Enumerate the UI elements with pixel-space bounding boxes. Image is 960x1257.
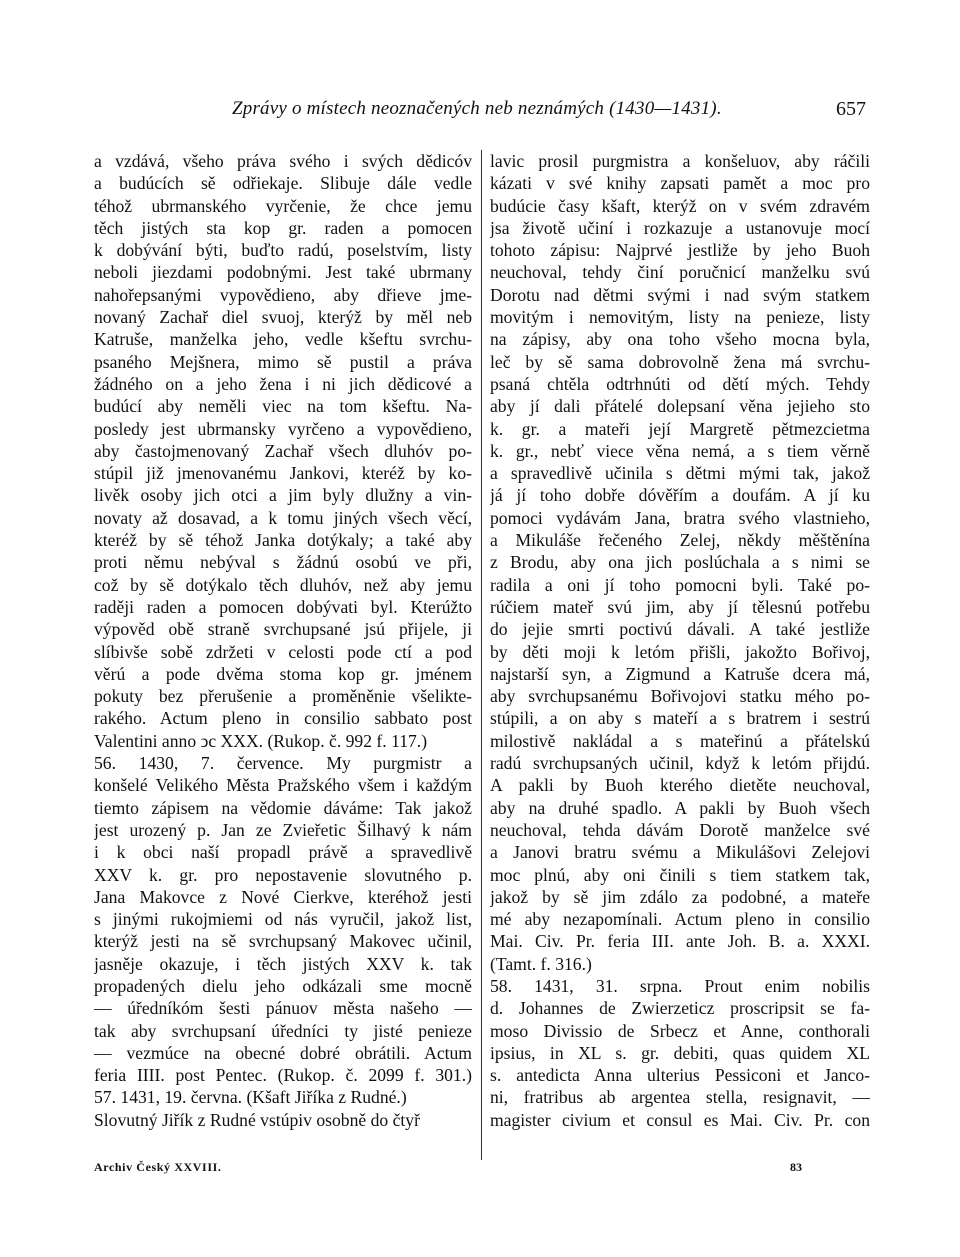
text-line: movitým i nemovitým, listy na penieze, listy [490, 307, 870, 328]
text-line: neuchoval, tehda dávám Dorotě manželce své [490, 819, 870, 840]
text-line: by děti moji k letóm přišli, jakožto Bořivoj, [490, 641, 870, 662]
text-line: (Tamt. f. 316.) [490, 953, 592, 974]
text-line: já jí toho dobře dóvěřím a doufám. A jí ku [490, 485, 870, 506]
text-line: Jana Makovce z Nové Cierkve, kteréhož jesti [94, 886, 472, 907]
text-line: věrú a pode dvěma stoma kop gr. jménem [94, 663, 472, 684]
text-line: k. gr., nebť viece věna nemá, a s tiem věrně [490, 440, 870, 461]
text-line: stúpili, a on aby s mateří a s bratrem i sestrú [490, 708, 870, 729]
text-line: žádného on a jeho žena i ni jich dědicové a [94, 373, 472, 394]
text-line: propadených dielu jeho odkázali sme mocně [94, 975, 472, 996]
text-line: slíbivše sobě zdržeti v celosti pode ctí a pod [94, 641, 472, 662]
left-text-column [94, 150, 472, 1131]
text-line: mé aby nezapomínali. Actum pleno in consilio [490, 909, 870, 930]
text-line: konšelé Velikého Města Pražského všem i každým [94, 775, 472, 796]
text-line: jakož by sě jim zdálo za podobné, a mateře [490, 886, 870, 907]
text-line: z Brodu, aby ona jich poslúchala a s nimi se [490, 552, 870, 573]
text-line: magister civium et consul es Mai. Civ. Pr. con [490, 1109, 870, 1130]
text-line: na zápisy, aby ona toho všeho mocna byla, [490, 329, 870, 350]
text-line: ni, fratribus ab argentea stella, resignavit, — [490, 1087, 870, 1108]
text-line: budúcí aby neměli viec na tom kšeftu. Na- [94, 396, 472, 417]
text-line: aby svrchupsanému Bořivojovi statku mého po- [490, 686, 870, 707]
text-line: Valentini anno ↄc XXX. (Rukop. č. 992 f. 117.) [94, 730, 428, 751]
text-line: neuchoval, tehdy činí poručnicí manželku svú [490, 262, 870, 283]
text-line: téhož ubrmanského vyrčenie, že chce jemu [94, 195, 472, 216]
text-line: což by sě dotýkalo těch dluhóv, než aby jemu [94, 574, 472, 595]
text-line: k. gr. a mateři její Margretě pětmezcietma [490, 418, 870, 439]
text-line: s. antedicta Anna ulterius Pessiconi et Janco- [490, 1065, 870, 1086]
text-line: kázati v své knihy zapsati pamět a moc pro [490, 173, 870, 194]
text-line: psaného Mejšnera, mimo sě pustil a práva [94, 351, 472, 372]
text-line: Katruše, manželka jeho, vedle kšeftu svrchu- [94, 329, 472, 350]
footer-sheet-number: 83 [790, 1160, 802, 1174]
text-line: s jinými rukojmiemi od nás vyručil, jakož list, [94, 909, 472, 930]
text-line: stúpil již jmenovanému Jankovi, kteréž by ko- [94, 463, 472, 484]
text-line: ipsius, in XL s. gr. debiti, quas quidem XL [490, 1042, 870, 1063]
text-line: posledy jest ubrmansky vyrčeno a vypovědieno, [94, 418, 472, 439]
text-line: i k obci naší propadl právě a spravedlivě [94, 842, 472, 863]
text-line: Mai. Civ. Pr. feria III. ante Joh. B. a. XXXI. [490, 931, 870, 952]
text-line: aby častojmenovaný Zachař všech dluhóv po- [94, 440, 472, 461]
text-line: aby na druhé spadlo. A pakli by Buoh všech [490, 797, 870, 818]
text-line: neboli jiezdami podobnými. Jest také ubrmany [94, 262, 472, 283]
text-line: kteréž by sě téhož Janka dotýkaly; a také aby [94, 530, 472, 551]
text-line: A pakli by Buoh kterého dietěte neuchoval, [490, 775, 870, 796]
text-line: najstarší syn, a Zigmund a Katruše dcera má, [490, 663, 870, 684]
text-line: XXV k. gr. pro nepostavenie slovutného p. [94, 864, 472, 885]
text-line: milostivě nakládal a s mateřinú a přátelskú [490, 730, 870, 751]
running-header-title: Zprávy o místech neoznačených neb neznámých (1430—1431). [232, 98, 722, 119]
text-line: d. Johannes de Zwierzeticz proscripsit se fa- [490, 998, 870, 1019]
text-line: psaná chtěla odtrhnúti od dětí mých. Tehdy [490, 373, 870, 394]
text-line: pomoci vydávám Jana, bratra svého vlastnieho, [490, 507, 870, 528]
text-line: lavic prosil purgmistra a konšeluov, aby ráčili [490, 151, 870, 171]
text-line: moso Divissio de Srbecz et Anne, conthorali [490, 1020, 870, 1041]
text-line: — úředníkóm šesti pánuov města našeho — [94, 998, 472, 1019]
text-line: tiemto zápisem na vědomie dáváme: Tak jakož [94, 797, 472, 818]
text-line: tak aby svrchupsaní úředníci ty jisté penieze [94, 1020, 472, 1041]
text-line: tohoto zápisu: Najprvé jestliže by jeho Buoh [490, 240, 870, 261]
text-line: moc plnú, aby oni činili s tiem statkem tak, [490, 864, 870, 885]
text-line: jest urozený p. Jan ze Zvieřetic Šilhavý k nám [94, 819, 472, 840]
text-line: 56. 1430, 7. července. My purgmistr a [94, 753, 472, 774]
text-line: Slovutný Jiřík z Rudné vstúpiv osobně do čtyř [94, 1109, 420, 1130]
text-line: radú svrchupsaných učinil, když k letóm přijdú. [490, 753, 870, 774]
running-header [0, 98, 960, 128]
page-number: 657 [836, 98, 866, 120]
text-line: — vezmúce na obecné dobré obrátili. Actum [94, 1042, 472, 1063]
right-text-column [490, 150, 870, 1131]
column-divider [481, 150, 482, 1160]
text-line: jasněje okazuje, i těch jistých XXV k. tak [94, 953, 472, 974]
text-line: novaty až dosavad, a k tomu jiných všech věcí, [94, 507, 472, 528]
text-line: 58. 1431, 31. srpna. Prout enim nobilis [490, 975, 870, 996]
text-line: nahořepsanými vypovědieno, aby dřieve jme- [94, 284, 472, 305]
text-line: leč by sě sama dobrovolně žena má svrchu- [490, 351, 870, 372]
text-line: a Mikuláše řečeného Zelej, někdy měštěnína [490, 530, 870, 551]
text-line: Dorotu nad dětmi svými i nad svým statkem [490, 284, 870, 305]
text-line: proti němu nebýval s žádnú osobú ve při, [94, 552, 472, 573]
text-line: aby jí dali přátelé dolepsaní věna jejieho sto [490, 396, 870, 417]
text-line: rúčiem mateř svú jim, aby jí tělesnú potřebu [490, 596, 870, 617]
text-line: a spravedlivě učinila s dětmi mými tak, jakož [490, 463, 870, 484]
text-line: budúcie časy kšaft, kterýž on v svém zdravém [490, 195, 870, 216]
text-line: pokuty bez přerušenie a proměněnie všelikte- [94, 686, 472, 707]
text-line: radila a oni jí toho pomocni byli. Také po- [490, 574, 870, 595]
text-line: novaný Zachař diel svuoj, kterýž by měl neb [94, 307, 472, 328]
text-line: feria IIII. post Pentec. (Rukop. č. 2099 f. 301.) [94, 1065, 472, 1086]
text-line: do jejie smrti poctivú dávali. A také jestliže [490, 619, 870, 640]
text-line: výpověd obě straně svrchupsané jsú přijele, ji [94, 619, 472, 640]
footer-signature: Archiv Český XXVIII. [94, 1160, 222, 1174]
text-line: a Janovi bratru svému a Mikulášovi Zelejovi [490, 842, 870, 863]
text-line: raději raden a pomocen dobývati byl. Kterúžto [94, 596, 472, 617]
text-line: kterýž jesti na sě svrchupsaný Makovec učinil, [94, 931, 472, 952]
text-line: k dobývání býti, buďto radú, poselstvím, listy [94, 240, 472, 261]
text-line: a vzdává, všeho práva svého i svých dědicóv [94, 151, 472, 171]
text-line: rakého. Actum pleno in consilio sabbato post [94, 708, 472, 729]
text-line: a budúcích sě odřiekaje. Slibuje dále vedle [94, 173, 472, 194]
text-line: jsa životě učiní i rozkazuje a ustanovuje mocí [490, 217, 870, 238]
text-line: 57. 1431, 19. června. (Kšaft Jiříka z Rudné.) [94, 1087, 407, 1108]
text-line: těch jistých sta kop gr. raden a pomocen [94, 217, 472, 238]
text-line: livěk osoby jich otci a jim byly dlužny a vin- [94, 485, 472, 506]
